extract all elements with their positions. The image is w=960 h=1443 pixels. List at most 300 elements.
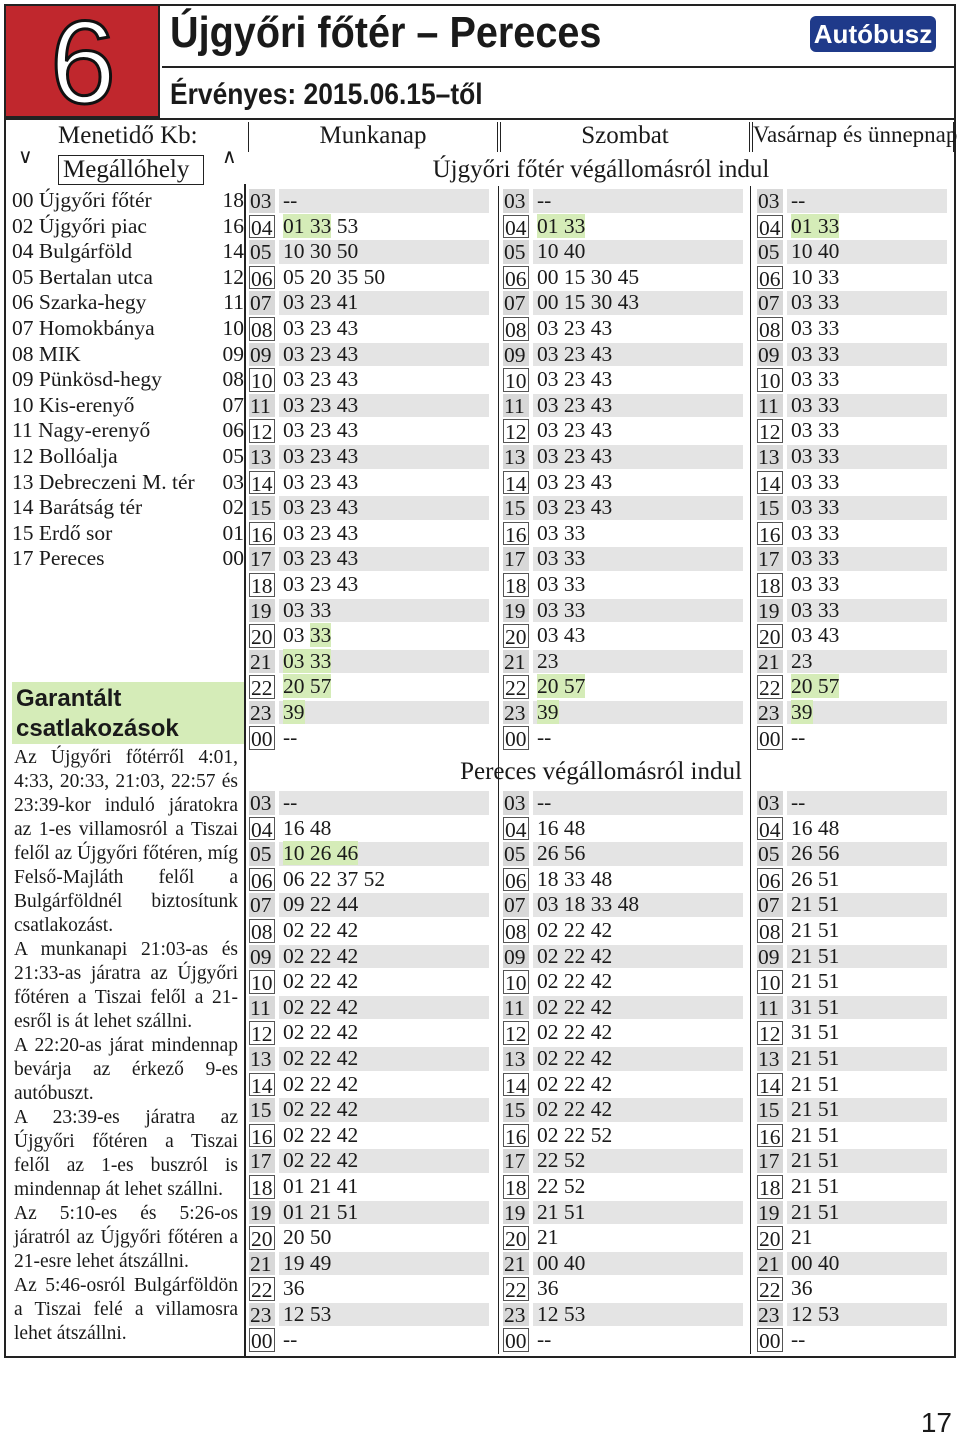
departure-minute-group: 20 50	[283, 1225, 332, 1250]
departure-row	[757, 867, 953, 893]
departure-minutes	[791, 1327, 805, 1353]
departure-row	[249, 1097, 495, 1123]
departure-row	[249, 444, 495, 470]
departure-hour: 22	[757, 1277, 783, 1301]
departure-minute-group: --	[537, 725, 552, 750]
departure-minute-group: 03 23 43	[283, 520, 359, 545]
departure-row	[757, 444, 953, 470]
departure-hour: 04	[503, 215, 529, 239]
departures-sunday-inbound	[757, 790, 953, 1353]
departure-row	[249, 342, 495, 368]
stop-row	[12, 316, 244, 342]
departure-hour: 09	[249, 343, 275, 367]
stop-travel-time: 18	[222, 188, 244, 212]
departure-minute-group: 23	[791, 648, 813, 673]
departure-row	[249, 495, 495, 521]
departure-row	[503, 290, 749, 316]
departure-hour: 06	[249, 266, 275, 290]
departure-minutes	[791, 598, 839, 624]
departure-hour: 10	[503, 970, 529, 994]
stop-name: 09 Pünkösd-hegy	[12, 367, 162, 392]
departure-minutes	[537, 316, 612, 342]
departure-hour: 14	[757, 1073, 783, 1097]
departure-row	[249, 188, 495, 214]
departure-minute-group: 03 33	[537, 520, 586, 545]
departure-minutes	[537, 623, 585, 649]
departure-row	[249, 1251, 495, 1277]
departure-hour: 16	[249, 522, 275, 546]
departure-row	[503, 725, 749, 751]
departure-hour: 18	[249, 1175, 275, 1199]
departure-minutes	[791, 816, 839, 842]
departure-hour: 15	[249, 1098, 275, 1122]
departure-row	[503, 598, 749, 624]
departure-row	[249, 841, 495, 867]
stop-name: 15 Erdő sor	[12, 520, 113, 545]
departure-row	[249, 1072, 495, 1098]
departure-minute-group: 21 51	[791, 1045, 840, 1070]
departure-minutes	[537, 521, 585, 547]
departure-minutes	[791, 841, 839, 867]
departure-minute-group: 23	[537, 648, 559, 673]
stop-row	[12, 393, 244, 419]
departure-hour: 22	[503, 1277, 529, 1301]
departure-hour: 20	[503, 624, 529, 648]
departure-minute-group: 03 33	[791, 597, 840, 622]
departure-minute-group: 36	[537, 1276, 559, 1301]
departure-minutes	[283, 995, 358, 1021]
departure-row	[249, 1225, 495, 1251]
stop-name: 17 Pereces	[12, 546, 105, 571]
departure-row	[757, 649, 953, 675]
departure-minutes	[537, 1072, 612, 1098]
departure-minute-group: --	[283, 1327, 298, 1352]
departure-minutes	[537, 1200, 585, 1226]
stop-row	[12, 342, 244, 368]
departure-minutes	[537, 1020, 612, 1046]
row-shading	[279, 791, 489, 815]
row-shading	[533, 701, 743, 725]
departure-hour: 03	[249, 791, 275, 815]
valid-from: Érvényes: 2015.06.15–től	[170, 78, 483, 111]
guaranteed-departure: 39	[537, 699, 559, 724]
departure-row	[757, 969, 953, 995]
departure-row	[757, 700, 953, 726]
departure-hour: 16	[757, 1124, 783, 1148]
departure-minutes	[537, 290, 639, 316]
departure-hour: 19	[503, 1201, 529, 1225]
departure-row	[249, 969, 495, 995]
guaranteed-connections-text	[14, 746, 238, 1346]
departure-row	[503, 944, 749, 970]
departure-hour: 05	[249, 240, 275, 264]
departure-hour: 10	[757, 970, 783, 994]
departure-minute-group: 03 33	[791, 469, 840, 494]
departure-minute-group: 03 23 43	[283, 443, 359, 468]
departure-hour: 12	[503, 1021, 529, 1045]
row-shading	[787, 189, 947, 213]
departure-minute-group: --	[283, 790, 298, 814]
departure-hour: 18	[757, 573, 783, 597]
departure-minutes	[283, 1251, 331, 1277]
departure-minute-group: 03 43	[537, 623, 586, 648]
departure-minute-group: 02 22 42	[283, 943, 359, 968]
departure-minutes	[791, 1072, 839, 1098]
departure-minute-group: 31 51	[791, 994, 840, 1019]
departure-hour: 21	[757, 650, 783, 674]
departure-row	[249, 700, 495, 726]
departure-row	[249, 239, 495, 265]
departure-minutes	[283, 444, 358, 470]
stop-name: 14 Barátság tér	[12, 495, 143, 520]
guaranteed-departure: 03 33	[283, 648, 332, 673]
departure-minutes	[283, 316, 358, 342]
departure-hour: 13	[503, 445, 529, 469]
departure-minutes	[537, 598, 585, 624]
departure-hour: 20	[757, 624, 783, 648]
stop-row	[12, 495, 244, 521]
departure-minute-group: 21 51	[791, 1097, 840, 1122]
departure-row	[757, 316, 953, 342]
departure-row	[503, 265, 749, 291]
departure-hour: 17	[757, 1149, 783, 1173]
departure-row	[249, 214, 495, 240]
departure-hour: 16	[503, 522, 529, 546]
departure-minute-group: 36	[791, 1276, 813, 1301]
departure-minutes	[283, 1327, 297, 1353]
departure-minutes	[283, 598, 331, 624]
departure-hour: 23	[503, 701, 529, 725]
departure-minute-group: 03 33	[791, 341, 840, 366]
departure-row	[757, 214, 953, 240]
departure-row	[249, 1046, 495, 1072]
departure-hour: 15	[503, 496, 529, 520]
departure-minutes	[791, 1123, 839, 1149]
departure-row	[249, 1276, 495, 1302]
departure-row	[503, 1327, 749, 1353]
departure-hour: 11	[757, 996, 783, 1020]
departure-row	[503, 1302, 749, 1328]
departure-minutes	[283, 841, 358, 867]
departure-minutes	[791, 521, 839, 547]
departure-hour: 09	[249, 945, 275, 969]
departure-minutes	[537, 546, 585, 572]
departure-minute-group: 00 15 30 45	[537, 264, 640, 289]
departure-row	[757, 1200, 953, 1226]
departure-row	[249, 265, 495, 291]
departure-minute-group: 03 33	[791, 418, 840, 443]
departure-minutes	[791, 367, 839, 393]
departure-minutes	[537, 1302, 585, 1328]
departure-minute-group: --	[791, 725, 806, 750]
departure-minute-group: --	[791, 790, 806, 814]
stop-name: 05 Bertalan utca	[12, 264, 153, 289]
guaranteed-connection-note: Az Újgyőri főtérről 4:01, 4:33, 20:33, 21:03, 22:57 és 23:39-kor induló járatokra az 1-es villamosról a Tiszai felől az Újgyőri főtéren, míg Felső-Majláth felől a Bulgárföldnél biztosítunk csatlakozást.	[14, 747, 238, 936]
departure-minutes	[537, 1251, 585, 1277]
departure-row	[503, 393, 749, 419]
departure-minutes	[537, 1148, 585, 1174]
guaranteed-departure: 20 57	[791, 674, 840, 699]
stop-name: 13 Debreczeni M. tér	[12, 469, 195, 494]
guaranteed-departure: 01 33	[283, 213, 332, 238]
departure-hour: 00	[249, 726, 275, 750]
departure-minutes	[283, 674, 331, 700]
departure-hour: 19	[757, 1201, 783, 1225]
departure-hour: 00	[503, 1328, 529, 1352]
departure-minutes	[791, 316, 839, 342]
departure-minute-group: --	[283, 725, 298, 750]
route-number: 6	[50, 0, 116, 129]
departure-minutes	[537, 867, 612, 893]
departure-minute-group: 21 51	[791, 943, 840, 968]
departure-minute-group: 01 21 51	[283, 1199, 359, 1224]
departure-hour: 05	[503, 842, 529, 866]
departure-minutes	[283, 944, 358, 970]
departure-minute-group: 05 20 35 50	[283, 264, 386, 289]
guaranteed-departure: 01 33	[791, 213, 840, 238]
departure-hour: 11	[249, 996, 275, 1020]
departure-row	[757, 918, 953, 944]
departure-minutes	[283, 239, 358, 265]
departure-minute-group: 03 33	[791, 520, 840, 545]
day-type-saturday: Szombat	[500, 122, 750, 152]
departure-hour: 07	[503, 291, 529, 315]
departure-minutes	[283, 367, 358, 393]
departure-hour: 07	[757, 893, 783, 917]
departure-minutes	[283, 969, 358, 995]
stop-travel-time: 03	[222, 469, 244, 494]
departure-minute-group: 03 23 43	[537, 341, 613, 366]
departure-minutes	[537, 418, 612, 444]
departure-minute-group: 21 51	[791, 969, 840, 994]
stop-travel-time: 07	[222, 392, 244, 417]
departure-hour: 11	[503, 394, 529, 418]
stop-name: 11 Nagy-erenyő	[12, 418, 151, 443]
departure-hour: 23	[249, 701, 275, 725]
departure-row	[757, 239, 953, 265]
departure-hour: 18	[757, 1175, 783, 1199]
departure-minute-group: 16 48	[537, 815, 586, 840]
stop-name: 12 Bollóalja	[12, 443, 118, 468]
departure-hour: 04	[757, 215, 783, 239]
departure-minutes	[537, 1046, 612, 1072]
departure-minute-group: 03 23 43	[283, 495, 359, 520]
departure-hour: 14	[503, 471, 529, 495]
departure-minutes	[283, 725, 297, 751]
departure-hour: 17	[503, 547, 529, 571]
stop-name: 07 Homokbánya	[12, 315, 155, 340]
departure-minutes	[283, 521, 358, 547]
departure-row	[249, 546, 495, 572]
departure-minute-group: 03 23 43	[537, 443, 613, 468]
departure-minutes	[283, 495, 358, 521]
departure-minute-group: 22 52	[537, 1148, 586, 1173]
departure-minutes	[537, 1276, 559, 1302]
departure-minutes	[791, 790, 805, 816]
stop-row	[12, 521, 244, 547]
day-type-sunday: Vasárnap és ünnepnap	[752, 122, 954, 152]
departure-hour: 12	[503, 419, 529, 443]
departure-hour: 00	[757, 726, 783, 750]
departure-minute-group: 02 22 52	[537, 1122, 613, 1147]
departure-minutes	[791, 290, 839, 316]
departure-minutes	[791, 1251, 839, 1277]
departure-row	[503, 995, 749, 1021]
departure-row	[249, 572, 495, 598]
departure-hour: 23	[757, 701, 783, 725]
departure-row	[503, 188, 749, 214]
departure-minute-group: 02 22 42	[537, 1045, 613, 1070]
departure-minute-group: 10 33	[791, 264, 840, 289]
departure-row	[503, 1200, 749, 1226]
departure-hour: 03	[503, 189, 529, 213]
departure-row	[503, 214, 749, 240]
departure-minute-group: 00 15 30 43	[537, 290, 640, 315]
stop-travel-time: 02	[222, 495, 244, 520]
departure-minutes	[791, 700, 813, 726]
departure-minute-group: 21 51	[791, 917, 840, 942]
departure-hour: 13	[757, 445, 783, 469]
stop-travel-time: 01	[222, 520, 244, 545]
departure-minutes	[791, 995, 839, 1021]
stop-travel-time: 00	[222, 546, 244, 571]
departure-row	[757, 470, 953, 496]
departure-hour: 17	[249, 1149, 275, 1173]
departure-row	[503, 816, 749, 842]
departure-minute-group: 10 40	[791, 239, 840, 264]
departure-minute-group: 03 33	[537, 571, 586, 596]
departure-hour: 22	[249, 675, 275, 699]
departure-minute-group: 00 40	[791, 1250, 840, 1275]
departure-hour: 14	[757, 471, 783, 495]
departure-minutes	[537, 367, 612, 393]
departure-row	[757, 393, 953, 419]
departure-hour: 05	[249, 842, 275, 866]
column-divider	[244, 184, 246, 1356]
departure-row	[503, 674, 749, 700]
departure-minutes	[537, 918, 612, 944]
departure-hour: 16	[249, 1124, 275, 1148]
departure-row	[503, 367, 749, 393]
guaranteed-connections-title: Garantált csatlakozások	[16, 685, 179, 742]
departure-minute-group: 03 23 43	[537, 315, 613, 340]
departure-hour: 13	[249, 1047, 275, 1071]
departure-minute-group: 03 33	[537, 546, 586, 571]
departure-hour: 19	[757, 599, 783, 623]
departure-minutes	[283, 188, 297, 214]
departures-workday-outbound	[249, 188, 495, 751]
departure-hour: 17	[757, 547, 783, 571]
travel-time-label: Menetidő Kb:	[58, 122, 198, 149]
departure-minute-group: 03 23 43	[537, 495, 613, 520]
departure-hour: 15	[757, 1098, 783, 1122]
departure-minutes	[537, 816, 585, 842]
departure-hour: 12	[249, 1021, 275, 1045]
departure-minutes	[537, 470, 612, 496]
departure-hour: 22	[757, 675, 783, 699]
stop-name: 00 Újgyőri főtér	[12, 188, 152, 212]
guaranteed-connection-note: A munkanapi 21:03-as és 21:33-as járatra az Újgyőri főtéren a Tiszai felől a 21-esről is át lehet szállni.	[14, 939, 238, 1032]
departure-minutes	[791, 393, 839, 419]
departure-row	[249, 418, 495, 444]
departure-row	[503, 1276, 749, 1302]
departure-minute-group: 03 23 43	[283, 418, 359, 443]
departure-row	[249, 892, 495, 918]
departure-minute-group: 03 33	[283, 597, 332, 622]
departure-minute-group: 03	[283, 623, 310, 648]
departure-minutes	[537, 265, 639, 291]
departure-hour: 17	[503, 1149, 529, 1173]
column-divider	[750, 186, 751, 1354]
departure-minute-group: 03 23 43	[283, 315, 359, 340]
row-shading	[787, 791, 947, 815]
departure-minute-group: 03 23 43	[537, 367, 613, 392]
departure-minute-group: 02 22 42	[283, 1148, 359, 1173]
departure-hour: 09	[757, 343, 783, 367]
departure-minute-group: 21	[791, 1225, 813, 1250]
departure-row	[249, 470, 495, 496]
departure-row	[503, 623, 749, 649]
departure-hour: 05	[757, 240, 783, 264]
departure-minutes	[791, 214, 839, 240]
departure-minute-group: 21 51	[537, 1199, 586, 1224]
guaranteed-connection-note: Az 5:46-osról Bulgárföldön a Tiszai felé a villamosra lehet átszállni.	[14, 1275, 238, 1344]
departure-row	[249, 816, 495, 842]
departure-row	[757, 1046, 953, 1072]
departure-row	[757, 1072, 953, 1098]
stop-row	[12, 214, 244, 240]
departure-hour: 10	[249, 970, 275, 994]
departure-minute-group: 03 23 43	[537, 469, 613, 494]
departure-minutes	[791, 495, 839, 521]
departure-minute-group: 12 53	[283, 1301, 332, 1326]
departure-minute-group: 03 33	[791, 290, 840, 315]
departure-row	[757, 342, 953, 368]
departure-minutes	[283, 1020, 358, 1046]
departure-minutes	[283, 470, 358, 496]
stop-row	[12, 444, 244, 470]
departure-minute-group: 16 48	[791, 815, 840, 840]
departure-hour: 14	[249, 1073, 275, 1097]
departure-minutes	[791, 623, 839, 649]
departure-row	[757, 944, 953, 970]
row-shading	[533, 1277, 743, 1301]
departure-minute-group: 02 22 42	[537, 1097, 613, 1122]
departure-minute-group: --	[537, 188, 552, 212]
stop-name: 10 Kis-erenyő	[12, 392, 135, 417]
departure-minute-group: 02 22 42	[283, 1020, 359, 1045]
departure-hour: 09	[503, 343, 529, 367]
departure-row	[249, 867, 495, 893]
departure-hour: 20	[503, 1226, 529, 1250]
departure-minutes	[283, 1046, 358, 1072]
departure-minute-group: 21 51	[791, 892, 840, 917]
departure-minutes	[791, 546, 839, 572]
departure-minute-group: 03 23 43	[537, 392, 613, 417]
departure-row	[503, 342, 749, 368]
departure-minute-group: 03 43	[791, 623, 840, 648]
departure-minute-group: 03 23 43	[283, 341, 359, 366]
departure-hour: 13	[503, 1047, 529, 1071]
departure-minutes	[537, 944, 612, 970]
departure-row	[503, 918, 749, 944]
departure-minutes	[791, 418, 839, 444]
departure-minutes	[791, 649, 813, 675]
departure-minute-group: 19 49	[283, 1250, 332, 1275]
departure-hour: 03	[503, 791, 529, 815]
departure-hour: 08	[757, 317, 783, 341]
departure-minute-group: 09 22 44	[283, 892, 359, 917]
